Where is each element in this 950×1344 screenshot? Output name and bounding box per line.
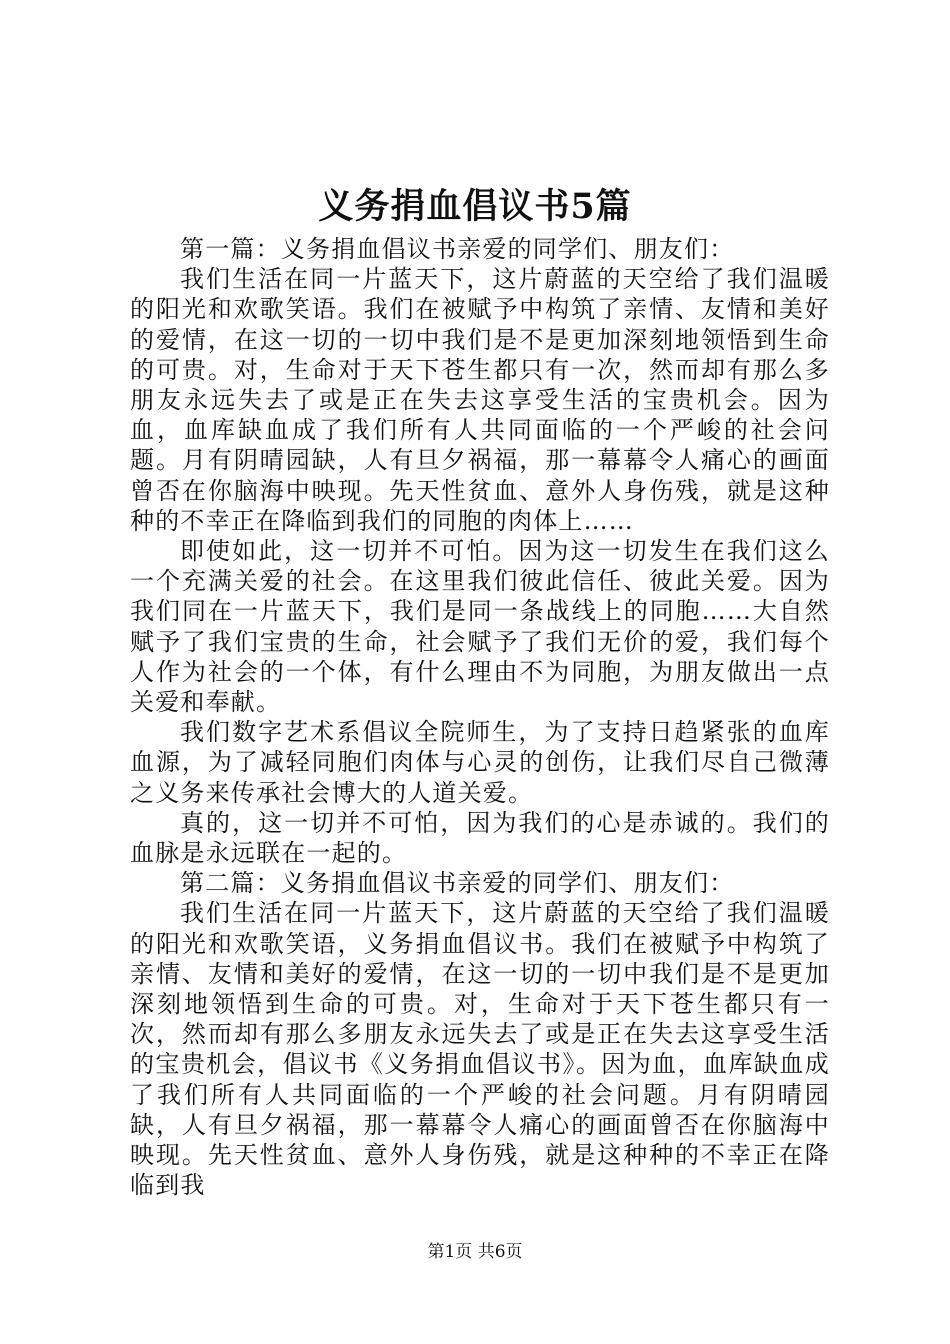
document-body <box>130 234 830 1201</box>
paragraph: 即使如此，这一切并不可怕。因为这一切发生在我们这么一个充满关爱的社会。在这里我们彼此信任、彼此关爱。因为我们同在一片蓝天下，我们是同一条战线上的同胞……大自然赋予了我们宝贵的生命，社会赋予了我们无价的爱，我们每个人作为社会的一个体，有什么理由不为同胞，为朋友做出一点关爱和奉献。 <box>130 537 830 717</box>
page-footer: 第1页 共6页 <box>427 1242 523 1262</box>
paragraph: 我们生活在同一片蓝天下，这片蔚蓝的天空给了我们温暖的阳光和欢歌笑语。我们在被赋予中构筑了亲情、友情和美好的爱情，在这一切的一切中我们是不是更加深刻地领悟到生命的可贵。对，生命对于天下苍生都只有一次，然而却有那么多朋友永远失去了或是正在失去这享受生活的宝贵机会。因为血，血库缺血成了我们所有人共同面临的一个严峻的社会问题。月有阴晴园缺，人有旦夕祸福，那一幕幕令人痛心的画面曾否在你脑海中映现。先天性贫血、意外人身伤残，就是这种种的不幸正在降临到我们的同胞的肉体上…… <box>130 265 830 535</box>
section-heading-1: 第一篇：义务捐血倡议书亲爱的同学们、朋友们： <box>180 235 735 263</box>
paragraph: 我们生活在同一片蓝天下，这片蔚蓝的天空给了我们温暖的阳光和欢歌笑语，义务捐血倡议书。我们在被赋予中构筑了亲情、友情和美好的爱情，在这一切的一切中我们是不是更加深刻地领悟到生命的可贵。对，生命对于天下苍生都只有一次，然而却有那么多朋友永远失去了或是正在失去这享受生活的宝贵机会，倡议书《义务捐血倡议书》。因为血，血库缺血成了我们所有人共同面临的一个严峻的社会问题。月有阴晴园缺，人有旦夕祸福，那一幕幕令人痛心的画面曾否在你脑海中映现。先天性贫血、意外人身伤残，就是这种种的不幸正在降临到我 <box>130 899 830 1200</box>
paragraph: 真的，这一切并不可怕，因为我们的心是赤诚的。我们的血脉是永远联在一起的。 <box>130 808 830 868</box>
section-heading-2: 第二篇：义务捐血倡议书亲爱的同学们、朋友们： <box>180 869 735 898</box>
paragraph: 我们数字艺术系倡议全院师生，为了支持日趋紧张的血库血源，为了减轻同胞们肉体与心灵的创伤，让我们尽自己微薄之义务来传承社会博大的人道关爱。 <box>130 718 830 807</box>
document-title: 义务捐血倡议书5篇 <box>318 186 632 227</box>
